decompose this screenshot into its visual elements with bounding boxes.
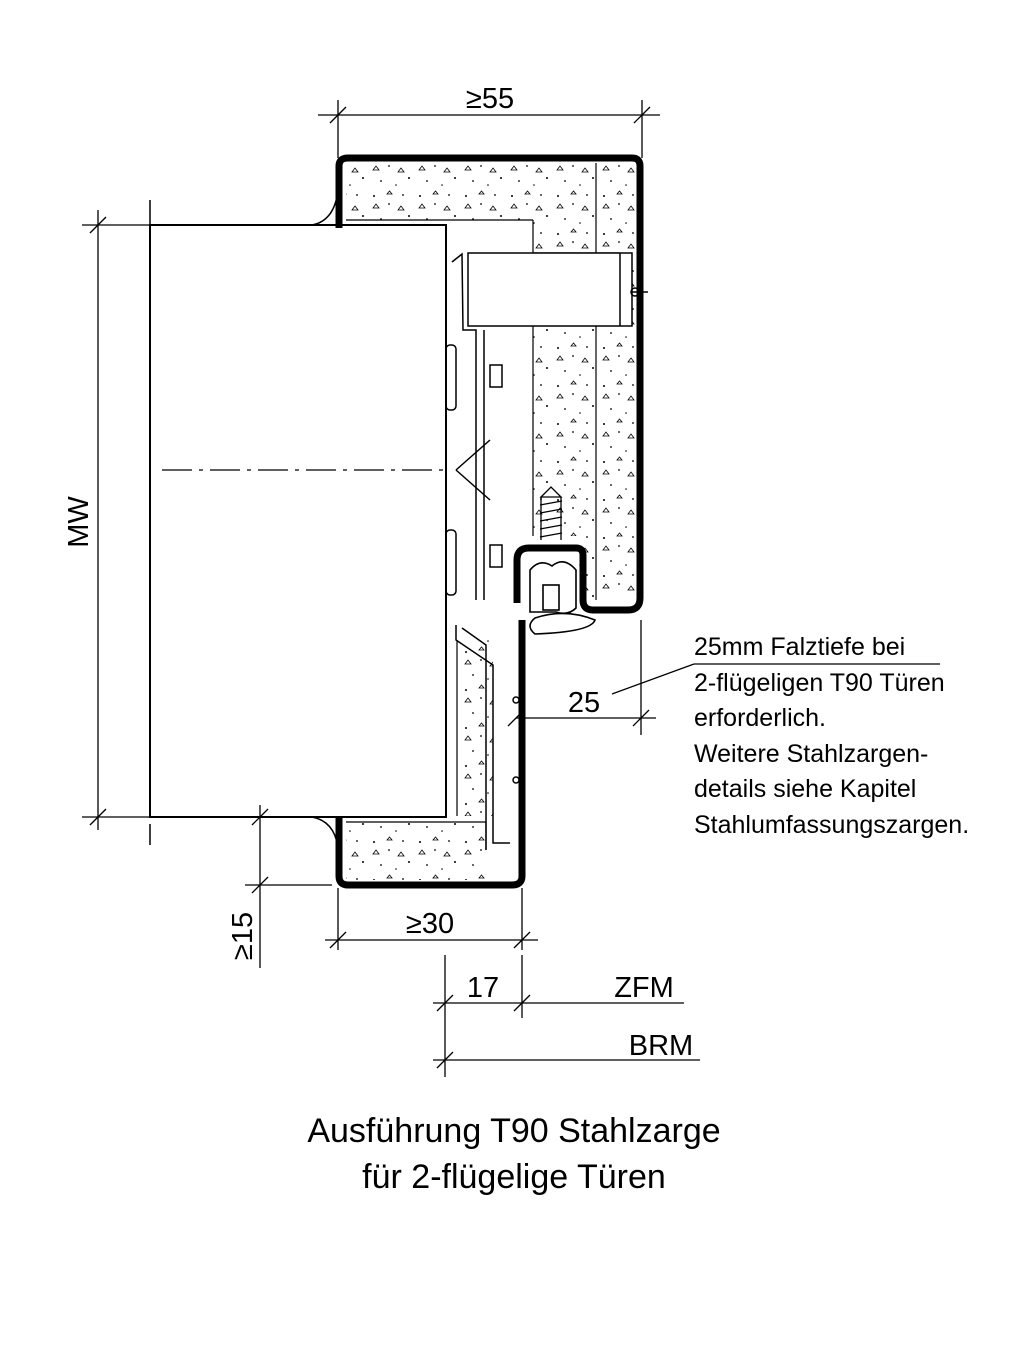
note-line: erforderlich. (694, 704, 826, 732)
note-line: 25mm Falztiefe bei (694, 633, 906, 661)
dimension-17: 17 (466, 972, 500, 1004)
note-line: Stahlumfassungszargen. (694, 810, 970, 839)
dimension-top-width: ≥55 (465, 83, 515, 115)
dimension-brm: BRM (628, 1030, 694, 1062)
note-line: details siehe Kapitel (694, 775, 917, 803)
drawing-caption (0, 1108, 1028, 1200)
dimension-mw: MW (63, 496, 95, 548)
caption-line-1: Ausführung T90 Stahlzarge (307, 1112, 721, 1150)
dimension-min-15: ≥15 (227, 911, 259, 961)
dimension-min-30: ≥30 (405, 908, 455, 940)
caption-line-2: für 2-flügelige Türen (362, 1158, 666, 1196)
door-leaf (150, 200, 446, 845)
note-line: Weitere Stahlzargen- (694, 739, 929, 768)
dimension-zfm: ZFM (614, 972, 674, 1004)
dimension-reveal-25: 25 (567, 687, 601, 719)
annotation-note (694, 630, 969, 843)
note-line: 2-flügeligen T90 Türen (694, 668, 945, 697)
